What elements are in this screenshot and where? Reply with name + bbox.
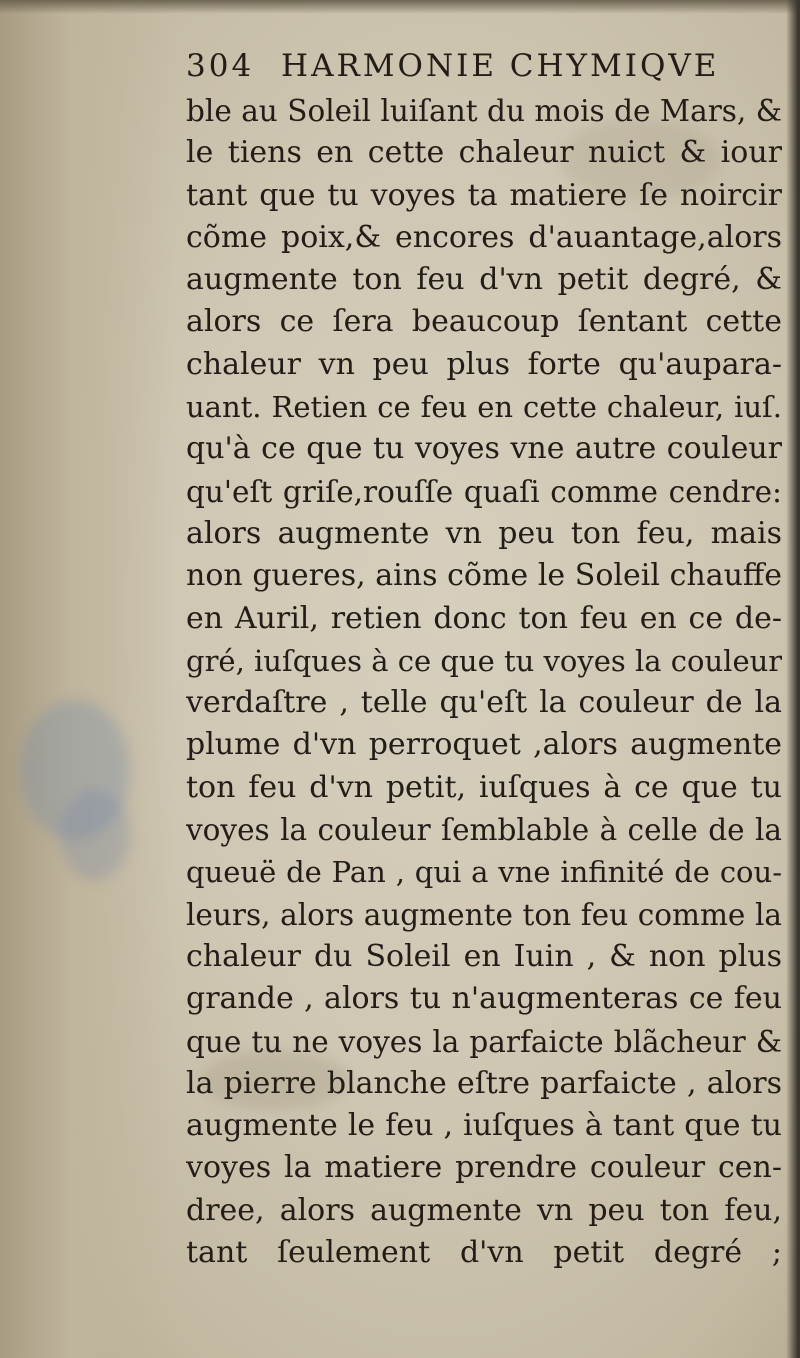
text-line: uant. Retien ce feu en cette chaleur, iuſ. (186, 390, 782, 425)
text-line: cõme poix,& encores d'auantage,alors (186, 219, 782, 255)
text-line: voyes la couleur ſemblable à celle de la (186, 813, 782, 848)
text-block (186, 42, 782, 1274)
text-line: voyes la matiere prendre couleur cen- (186, 1150, 782, 1186)
text-line: tant ſeulement d'vn petit degré ; (186, 1235, 782, 1271)
text-line: chaleur vn peu plus forte qu'aupara- (186, 346, 782, 382)
page-header (186, 42, 782, 90)
text-line: le tiens en cette chaleur nuict & iour (186, 135, 782, 171)
text-line: non gueres, ains cõme le Soleil chauffe (186, 558, 782, 594)
text-line: plume d'vn perroquet ,alors augmente (186, 727, 782, 763)
text-line: qu'eſt griſe,rouſſe quaſi comme cendre: (186, 474, 782, 509)
text-line: que tu ne voyes la parfaicte blãcheur & (186, 1024, 782, 1059)
text-line: queuë de Pan , qui a vne infinité de cou- (186, 855, 782, 890)
text-line: gré, iuſques à ce que tu voyes la couleur (186, 643, 782, 678)
text-line: augmente le feu , iuſques à tant que tu (186, 1108, 782, 1144)
ink-stain (60, 790, 130, 880)
text-line: alors augmente vn peu ton feu, mais (186, 515, 782, 551)
text-line: augmente ton feu d'vn petit degré, & (186, 262, 782, 298)
text-line: verdaſtre , telle qu'eſt la couleur de la (186, 685, 782, 721)
text-line: grande , alors tu n'augmenteras ce feu (186, 981, 782, 1017)
text-line: alors ce ſera beaucoup ſentant cette (186, 304, 782, 340)
text-line: ton feu d'vn petit, iuſques à ce que tu (186, 769, 782, 805)
page-gutter (0, 0, 175, 1358)
text-line: leurs, alors augmente ton feu comme la (186, 897, 782, 932)
text-line: dree, alors augmente vn peu ton feu, (186, 1192, 782, 1228)
text-line: en Auril, retien donc ton feu en ce de- (186, 600, 782, 636)
page-number: 304 (186, 48, 255, 84)
text-line: chaleur du Soleil en Iuin , & non plus (186, 938, 782, 974)
running-title: HARMONIE CHYMIQVE (281, 48, 720, 84)
text-line: ble au Soleil luiſant du mois de Mars, & (186, 94, 782, 128)
text-line: la pierre blanche eſtre parfaicte , alors (186, 1065, 782, 1101)
page-top-edge (0, 0, 800, 14)
text-line: tant que tu voyes ta matiere ſe noircir (186, 177, 782, 213)
text-line: qu'à ce que tu voyes vne autre couleur (186, 431, 782, 467)
page-right-edge (786, 0, 800, 1358)
